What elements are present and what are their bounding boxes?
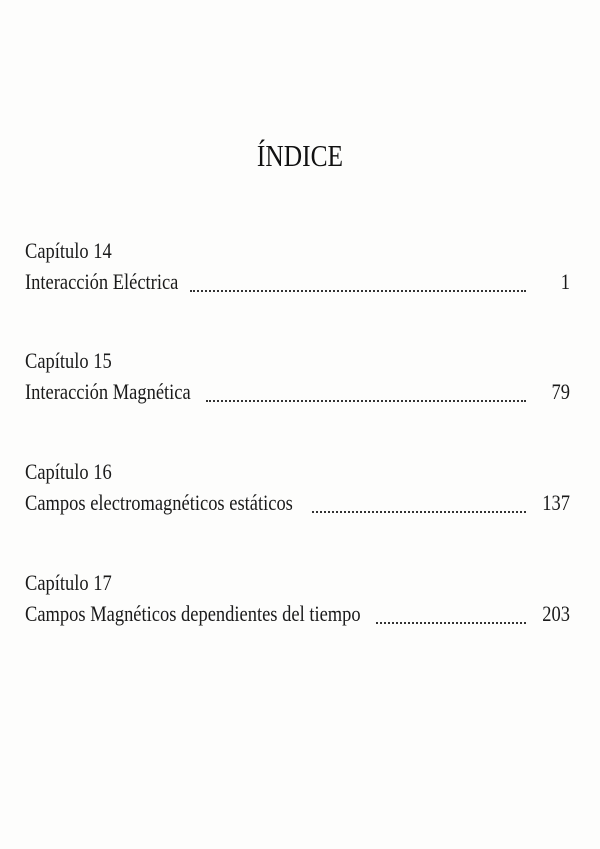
dot-leader [190,287,526,292]
page-number: 79 [551,379,570,404]
chapter-title: Interacción Eléctrica [25,269,179,294]
chapter-label: Capítulo 15 [25,348,112,373]
dot-leader [376,619,526,624]
toc-line [25,487,570,519]
page-number: 1 [560,269,570,294]
toc-line [25,598,570,630]
dot-leader [312,508,526,513]
chapter-title: Campos electromagnéticos estáticos [25,490,293,515]
dot-leader [206,397,526,402]
toc-entry [25,568,570,630]
chapter-label: Capítulo 17 [25,570,112,595]
chapter-label: Capítulo 16 [25,459,112,484]
toc-line [25,266,570,298]
toc-line [25,376,570,408]
chapter-title: Campos Magnéticos dependientes del tiempo [25,601,361,626]
toc-entry [25,457,570,519]
page-number: 203 [542,601,570,626]
chapter-label: Capítulo 14 [25,238,112,263]
toc-entry [25,346,570,408]
page-title: ÍNDICE [256,138,344,173]
page-number: 137 [542,490,570,515]
toc-entry [25,236,570,298]
chapter-title: Interacción Magnética [25,379,191,404]
